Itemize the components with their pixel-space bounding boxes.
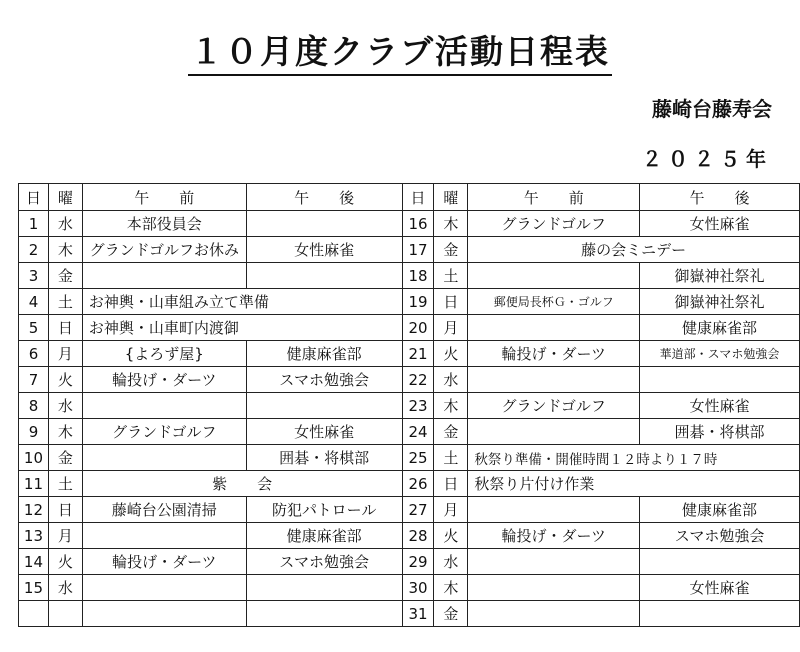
afternoon-event-cell: 健康麻雀部: [640, 315, 800, 341]
morning-event-cell: [82, 393, 246, 419]
page-title: [0, 30, 800, 76]
schedule-row: [19, 289, 800, 315]
year-label: ２０２５年: [642, 147, 772, 171]
weekday-cell: 木: [48, 237, 82, 263]
day-cell: 22: [402, 367, 434, 393]
full-day-event-cell: 秋祭り片付け作業: [468, 471, 800, 497]
afternoon-event-cell: 女性麻雀: [246, 237, 402, 263]
weekday-cell: 木: [434, 211, 468, 237]
afternoon-event-cell: 御嶽神社祭礼: [640, 289, 800, 315]
header-day-left: 日: [19, 184, 49, 211]
morning-event-cell: [82, 523, 246, 549]
header-afternoon-right: 午 後: [640, 184, 800, 211]
weekday-cell: 火: [48, 367, 82, 393]
schedule-row: [19, 419, 800, 445]
afternoon-event-cell: [640, 601, 800, 627]
header-weekday-left: 曜: [48, 184, 82, 211]
afternoon-event-cell: スマホ勉強会: [640, 523, 800, 549]
schedule-row: [19, 367, 800, 393]
schedule-row: [19, 445, 800, 471]
weekday-cell: 木: [434, 393, 468, 419]
afternoon-event-cell: 女性麻雀: [246, 419, 402, 445]
morning-event-cell: 郵便局長杯Ｇ・ゴルフ: [468, 289, 640, 315]
afternoon-event-cell: [246, 211, 402, 237]
schedule-row: [19, 601, 800, 627]
morning-event-cell: 本部役員会: [82, 211, 246, 237]
morning-event-cell: 藤崎台公園清掃: [82, 497, 246, 523]
weekday-cell: 金: [434, 419, 468, 445]
weekday-cell: 土: [48, 289, 82, 315]
schedule-body: [19, 184, 800, 627]
weekday-cell: 月: [434, 497, 468, 523]
day-cell: 9: [19, 419, 49, 445]
afternoon-event-cell: 華道部・スマホ勉強会: [640, 341, 800, 367]
header-morning-right: 午 前: [468, 184, 640, 211]
morning-event-cell: [468, 497, 640, 523]
morning-event-cell: [82, 575, 246, 601]
page-title-text: １０月度クラブ活動日程表: [188, 30, 612, 76]
weekday-cell: 水: [48, 211, 82, 237]
morning-event-cell: [468, 575, 640, 601]
day-cell: [19, 601, 49, 627]
schedule-row: [19, 341, 800, 367]
weekday-cell: 火: [48, 549, 82, 575]
weekday-cell: 金: [48, 445, 82, 471]
weekday-cell: 月: [48, 341, 82, 367]
weekday-cell: 水: [48, 575, 82, 601]
day-cell: 26: [402, 471, 434, 497]
weekday-cell: 土: [48, 471, 82, 497]
header-row: [19, 184, 800, 211]
header-weekday-right: 曜: [434, 184, 468, 211]
afternoon-event-cell: 健康麻雀部: [246, 341, 402, 367]
afternoon-event-cell: [640, 367, 800, 393]
morning-event-cell: [82, 445, 246, 471]
day-cell: 14: [19, 549, 49, 575]
morning-event-cell: グランドゴルフ: [468, 393, 640, 419]
day-cell: 8: [19, 393, 49, 419]
day-cell: 24: [402, 419, 434, 445]
afternoon-event-cell: 防犯パトロール: [246, 497, 402, 523]
morning-event-cell: [468, 367, 640, 393]
morning-event-cell: 輪投げ・ダーツ: [468, 341, 640, 367]
schedule-row: [19, 549, 800, 575]
afternoon-event-cell: スマホ勉強会: [246, 367, 402, 393]
afternoon-event-cell: 女性麻雀: [640, 211, 800, 237]
day-cell: 15: [19, 575, 49, 601]
day-cell: 3: [19, 263, 49, 289]
morning-event-cell: [468, 263, 640, 289]
day-cell: 18: [402, 263, 434, 289]
day-cell: 12: [19, 497, 49, 523]
schedule-row: [19, 315, 800, 341]
day-cell: 27: [402, 497, 434, 523]
weekday-cell: 火: [434, 523, 468, 549]
afternoon-event-cell: [246, 575, 402, 601]
schedule-row: [19, 237, 800, 263]
day-cell: 16: [402, 211, 434, 237]
schedule-row: [19, 575, 800, 601]
afternoon-event-cell: 女性麻雀: [640, 575, 800, 601]
day-cell: 1: [19, 211, 49, 237]
weekday-cell: 日: [48, 315, 82, 341]
day-cell: 6: [19, 341, 49, 367]
morning-event-cell: [82, 601, 246, 627]
day-cell: 31: [402, 601, 434, 627]
day-cell: 10: [19, 445, 49, 471]
organization-name: 藤崎台藤寿会: [652, 97, 772, 121]
morning-event-cell: {よろず屋}: [82, 341, 246, 367]
weekday-cell: 金: [434, 601, 468, 627]
morning-event-cell: 輪投げ・ダーツ: [468, 523, 640, 549]
day-cell: 19: [402, 289, 434, 315]
schedule-row: [19, 393, 800, 419]
afternoon-event-cell: スマホ勉強会: [246, 549, 402, 575]
weekday-cell: 水: [434, 549, 468, 575]
weekday-cell: 水: [48, 393, 82, 419]
afternoon-event-cell: 健康麻雀部: [246, 523, 402, 549]
weekday-cell: 金: [48, 263, 82, 289]
full-day-event-cell: お神輿・山車町内渡御: [82, 315, 402, 341]
morning-event-cell: [468, 315, 640, 341]
weekday-cell: [48, 601, 82, 627]
weekday-cell: 月: [434, 315, 468, 341]
day-cell: 13: [19, 523, 49, 549]
schedule-row: [19, 263, 800, 289]
weekday-cell: 日: [48, 497, 82, 523]
full-day-event-cell: 紫 会: [82, 471, 402, 497]
morning-event-cell: グランドゴルフお休み: [82, 237, 246, 263]
day-cell: 7: [19, 367, 49, 393]
afternoon-event-cell: [246, 601, 402, 627]
day-cell: 5: [19, 315, 49, 341]
weekday-cell: 月: [48, 523, 82, 549]
morning-event-cell: [82, 263, 246, 289]
afternoon-event-cell: [640, 549, 800, 575]
morning-event-cell: グランドゴルフ: [82, 419, 246, 445]
afternoon-event-cell: [246, 263, 402, 289]
weekday-cell: 日: [434, 471, 468, 497]
weekday-cell: 水: [434, 367, 468, 393]
morning-event-cell: [468, 601, 640, 627]
day-cell: 2: [19, 237, 49, 263]
full-day-event-cell: 藤の会ミニデー: [468, 237, 800, 263]
schedule-row: [19, 471, 800, 497]
header-day-right: 日: [402, 184, 434, 211]
afternoon-event-cell: 健康麻雀部: [640, 497, 800, 523]
day-cell: 21: [402, 341, 434, 367]
weekday-cell: 木: [48, 419, 82, 445]
afternoon-event-cell: 囲碁・将棋部: [246, 445, 402, 471]
schedule-table: [18, 183, 800, 627]
day-cell: 29: [402, 549, 434, 575]
schedule-row: [19, 523, 800, 549]
morning-event-cell: グランドゴルフ: [468, 211, 640, 237]
schedule-row: [19, 497, 800, 523]
weekday-cell: 木: [434, 575, 468, 601]
weekday-cell: 火: [434, 341, 468, 367]
day-cell: 17: [402, 237, 434, 263]
day-cell: 25: [402, 445, 434, 471]
weekday-cell: 日: [434, 289, 468, 315]
weekday-cell: 土: [434, 263, 468, 289]
morning-event-cell: 輪投げ・ダーツ: [82, 367, 246, 393]
day-cell: 28: [402, 523, 434, 549]
afternoon-event-cell: [246, 393, 402, 419]
afternoon-event-cell: 女性麻雀: [640, 393, 800, 419]
morning-event-cell: [468, 549, 640, 575]
morning-event-cell: [468, 419, 640, 445]
day-cell: 30: [402, 575, 434, 601]
day-cell: 11: [19, 471, 49, 497]
schedule-row: [19, 211, 800, 237]
weekday-cell: 金: [434, 237, 468, 263]
afternoon-event-cell: 囲碁・将棋部: [640, 419, 800, 445]
morning-event-cell: 輪投げ・ダーツ: [82, 549, 246, 575]
header-morning-left: 午 前: [82, 184, 246, 211]
full-day-event-cell: 秋祭り準備・開催時間１２時より１７時: [468, 445, 800, 471]
header-afternoon-left: 午 後: [246, 184, 402, 211]
full-day-event-cell: お神輿・山車組み立て準備: [82, 289, 402, 315]
day-cell: 4: [19, 289, 49, 315]
weekday-cell: 土: [434, 445, 468, 471]
afternoon-event-cell: 御嶽神社祭礼: [640, 263, 800, 289]
day-cell: 23: [402, 393, 434, 419]
day-cell: 20: [402, 315, 434, 341]
